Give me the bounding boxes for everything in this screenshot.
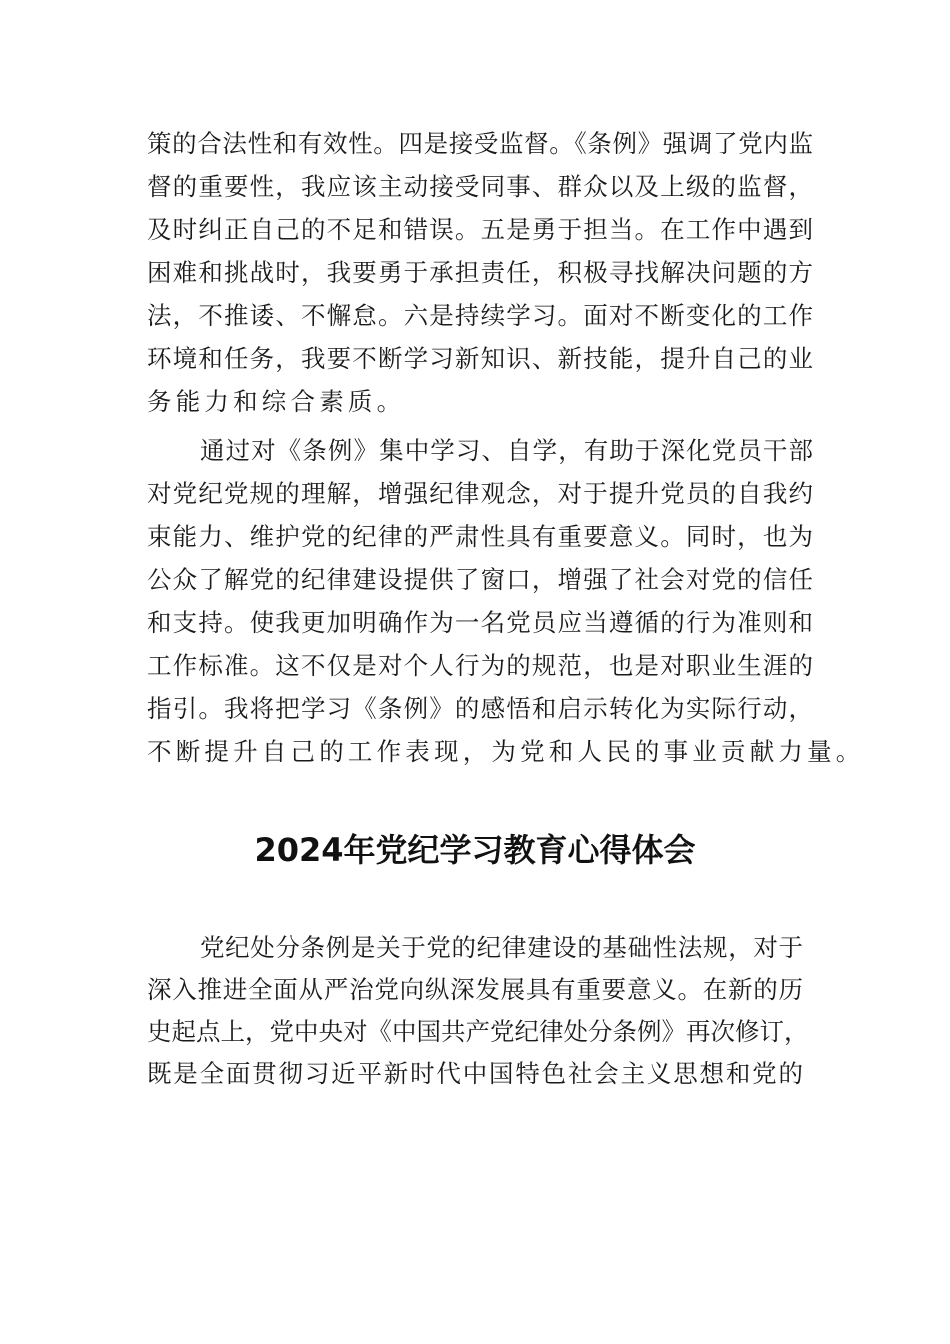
text-line: 工作标准。这不仅是对个人行为的规范，也是对职业生涯的 [147,651,813,680]
text-line: 务能力和综合素质。 [147,387,406,416]
text-line: 公众了解党的纪律建设提供了窗口，增强了社会对党的信任 [147,565,813,594]
text-line: 困难和挑战时，我要勇于承担责任，积极寻找解决问题的方 [147,258,813,287]
text-line: 深入推进全面从严治党向纵深发展具有重要意义。在新的历 [147,975,803,1004]
text-line: 指引。我将把学习《条例》的感悟和启示转化为实际行动， [147,694,813,723]
text-line: 策的合法性和有效性。四是接受监督。《条例》强调了党内监 [147,129,813,158]
text-line: 对党纪党规的理解，增强纪律观念，对于提升党员的自我约 [147,479,813,508]
text-line: 既是全面贯彻习近平新时代中国特色社会主义思想和党的 [147,1059,803,1088]
text-line: 党纪处分条例是关于党的纪律建设的基础性法规，对于 [200,933,803,962]
text-line: 通过对《条例》集中学习、自学，有助于深化党员干部 [200,436,813,465]
text-line: 环境和任务，我要不断学习新知识、新技能，提升自己的业 [147,344,813,373]
text-line: 不断提升自己的工作表现，为党和人民的事业贡献力量。 [147,737,865,766]
text-line: 史起点上，党中央对《中国共产党纪律处分条例》再次修订， [147,1017,809,1046]
text-line: 和支持。使我更加明确作为一名党员应当遵循的行为准则和 [147,608,813,637]
text-line: 及时纠正自己的不足和错误。五是勇于担当。在工作中遇到 [147,215,813,244]
text-line: 法，不推诿、不懈怠。六是持续学习。面对不断变化的工作 [147,301,813,330]
text-line: 督的重要性，我应该主动接受同事、群众以及上级的监督， [147,172,813,201]
text-line: 束能力、维护党的纪律的严肃性具有重要意义。同时，也为 [147,522,813,551]
section-heading: 2024年党纪学习教育心得体会 [254,831,696,869]
